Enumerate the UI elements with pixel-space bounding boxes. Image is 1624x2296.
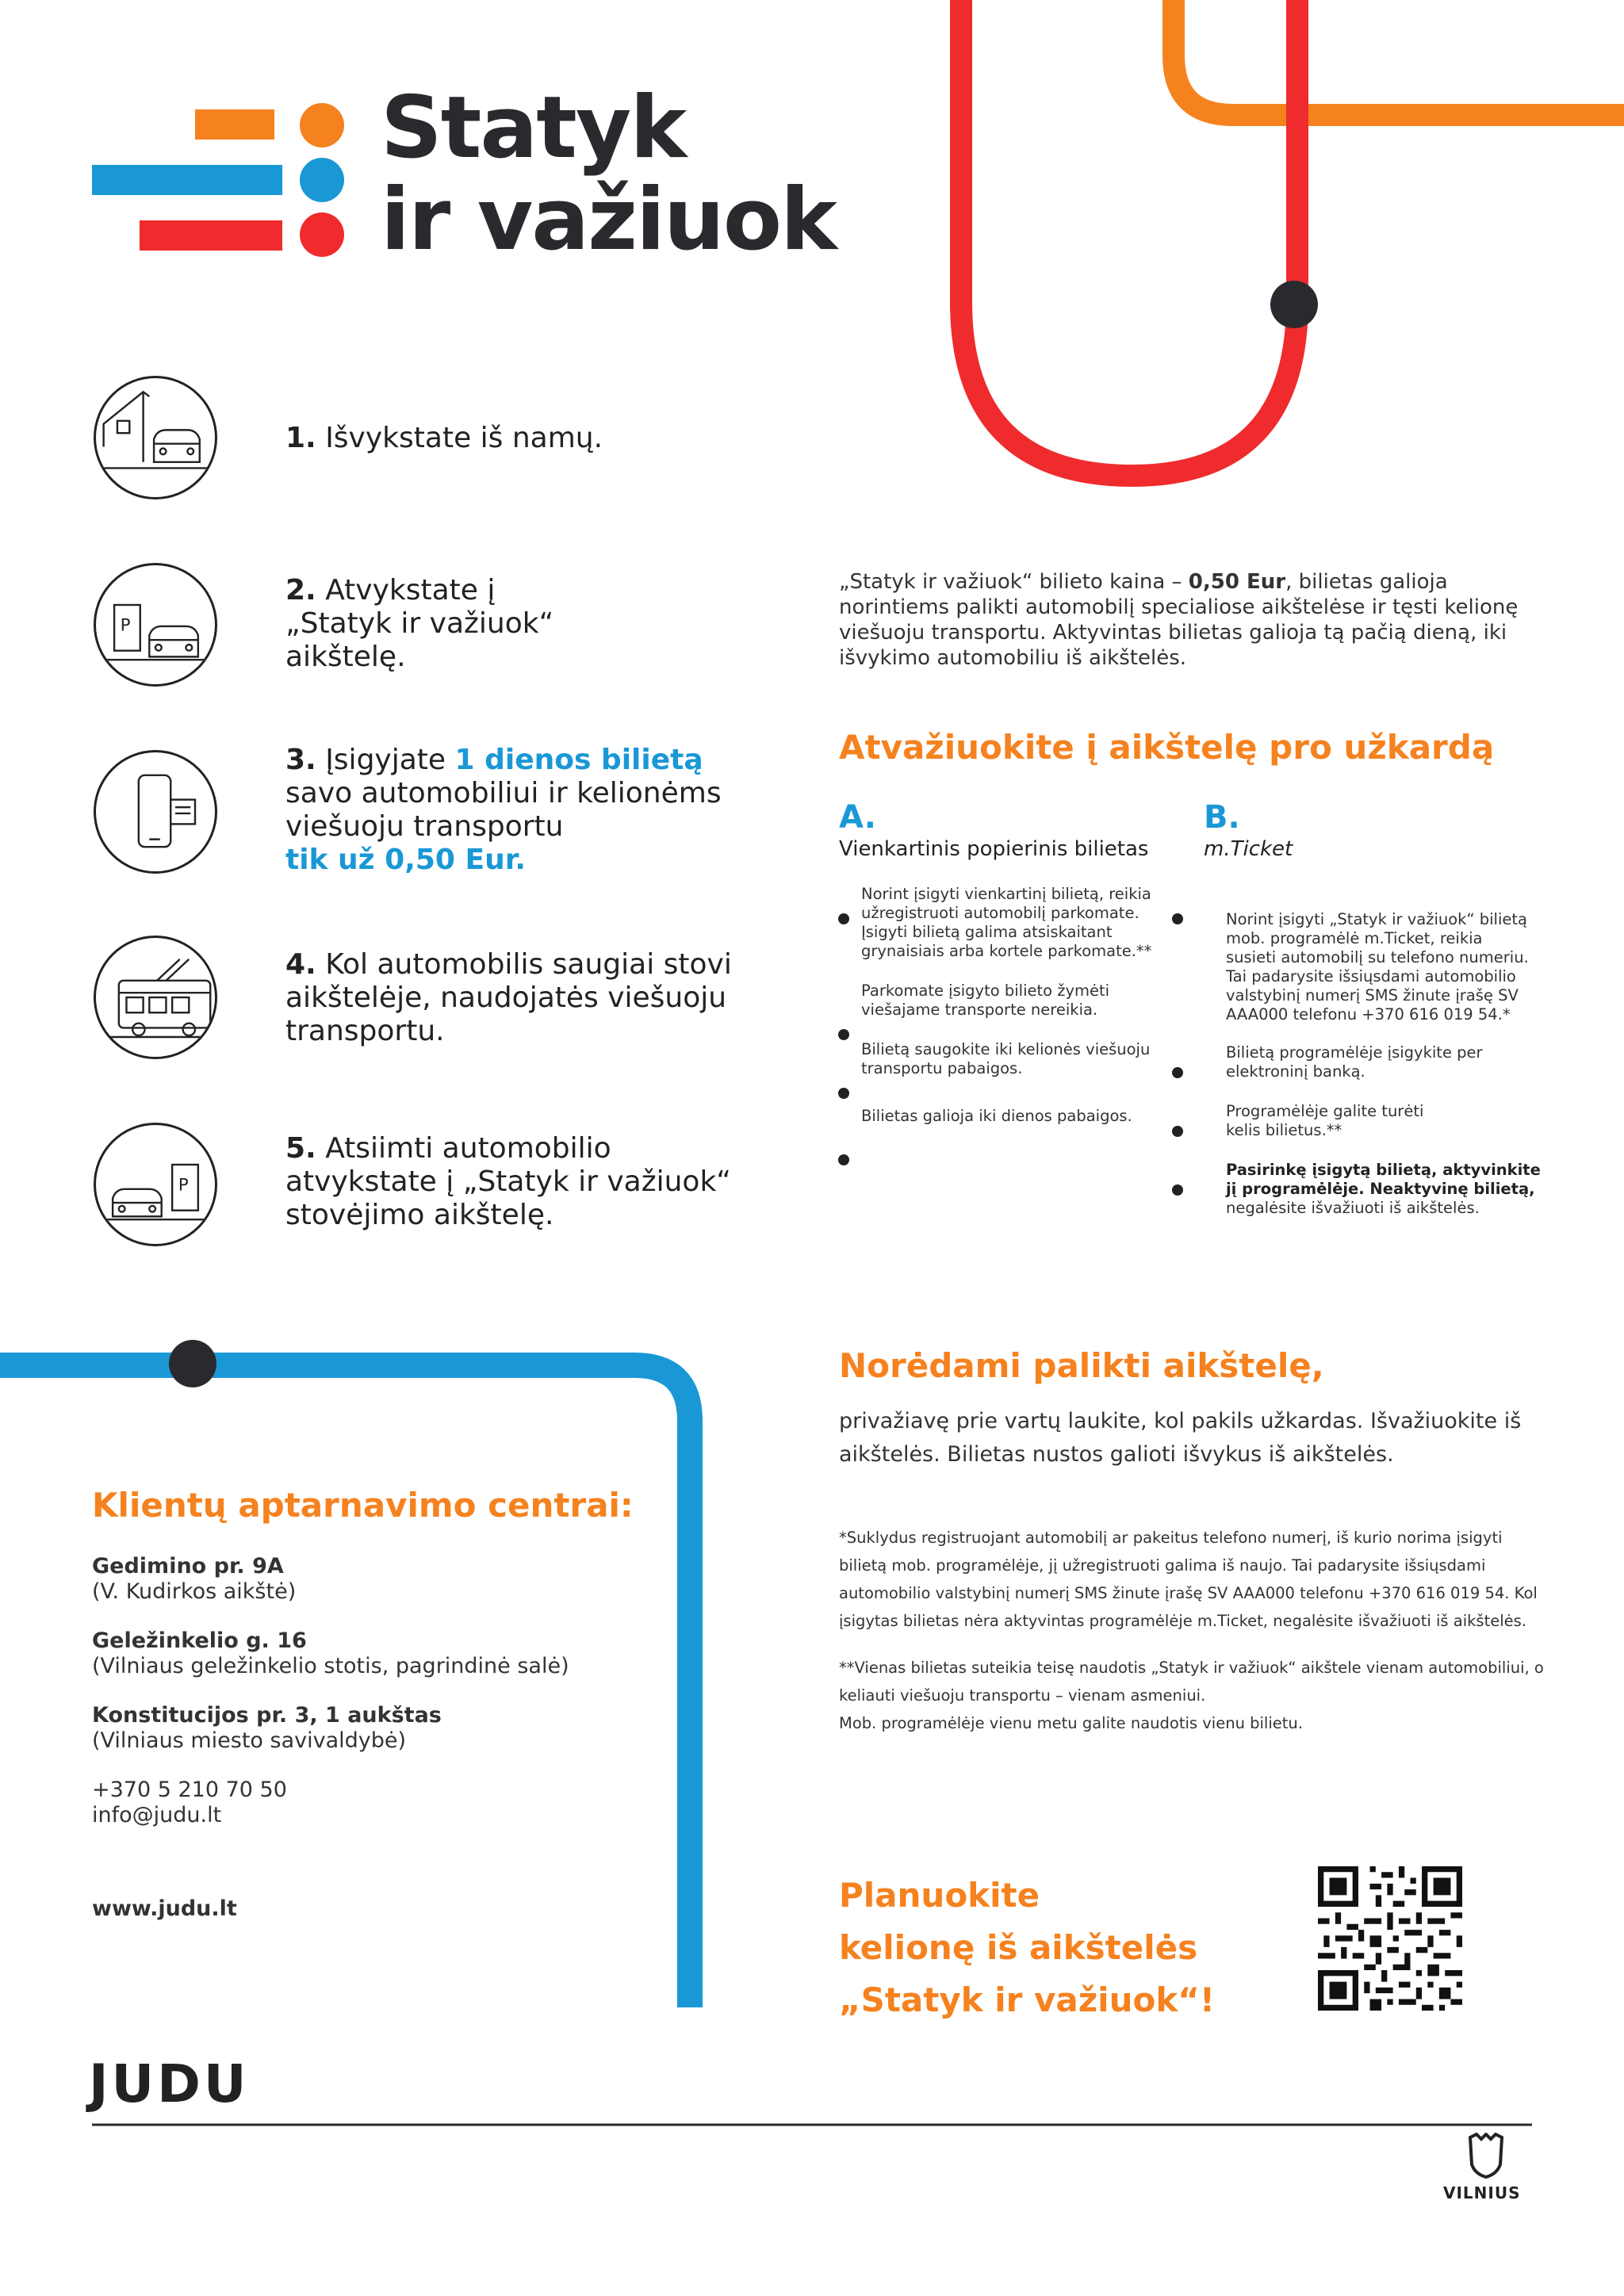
entry-heading: Atvažiuokite į aikštelę pro užkardą	[839, 728, 1495, 767]
footnote-2: **Vienas bilietas suteikia teisę naudotis „Statyk ir važiuok“ aikštele vienam automobiliui, o keliauti viešuoju transportu – vienam asmeniui. Mob. programėlėje vienu metu galite naudotis vienu bilietu.	[839, 1659, 1544, 1732]
footnote-1: *Suklydus registruojant automobilį ar pakeitus telefono numerį, iš kurio norima įsigyti bilietą mob. programėlėje, jį užregistruoti galima iš naujo. Tai padarysite išsiųsdami automobilio valstybinį numerį SMS žinute įrašę SV AAA000 telefonu +370 616 019 54. Kol įsigytas bilietas nėra aktyvintas programėlėje m.Ticket, negalėsite išvažiuoti iš aikštelės.	[839, 1529, 1538, 1630]
svg-text:P: P	[178, 1174, 189, 1195]
option-a-bullet-2: Parkomate įsigyto bilieto žymėti viešajame transporte nereikia.	[861, 982, 1110, 1019]
leave-heading: Norėdami palikti aikštelę,	[839, 1346, 1324, 1385]
address-2: Geležinkelio g. 16 (Vilniaus geležinkelio stotis, pagrindinė salė)	[92, 1628, 569, 1678]
ticket-price-intro: „Statyk ir važiuok“ bilieto kaina – 0,50 Eur, bilietas galioja norintiems palikti automobilį specialiose aikštelėse ir tęsti kelionę viešuoju transportu. Aktyvintas bilietas galioja tą pačią dieną, iki išvykimo automobiliu iš aikštelės.	[839, 570, 1519, 670]
step-3-text: 3. Įsigyjate 1 dienos bilietą savo automobiliui ir kelionėms viešuoju transportu tik už 0,50 Eur.	[285, 744, 722, 876]
option-a-title: Vienkartinis popierinis bilietas	[839, 837, 1149, 861]
bullet-dot	[838, 1088, 849, 1099]
judu-logo: JUDU	[89, 2053, 250, 2114]
page-title-line-2: ir važiuok	[381, 170, 836, 270]
house-car-icon	[94, 376, 217, 499]
website-link[interactable]: www.judu.lt	[92, 1896, 237, 1921]
step-5-text: 5. Atsiimti automobilio atvykstate į „Statyk ir važiuok“ stovėjimo aikštelę.	[285, 1132, 731, 1231]
parking-car-icon	[94, 563, 217, 687]
leave-text: privažiavę prie vartų laukite, kol pakils užkardas. Išvažiuokite iš aikštelės. Bilietas nustos galioti išvykus iš aikštelės.	[839, 1409, 1522, 1467]
bullet-dot	[1172, 913, 1183, 924]
bullet-dot	[1172, 1184, 1183, 1196]
qr-code[interactable]	[1318, 1866, 1462, 2011]
bullet-dot	[838, 913, 849, 924]
option-a-letter: A.	[839, 799, 876, 836]
phone-ticket-icon	[94, 750, 217, 874]
step-4-text: 4. Kol automobilis saugiai stovi aikštelėje, naudojatės viešuoju transportu.	[285, 948, 732, 1047]
car-parking-icon	[94, 1123, 217, 1246]
step-1-text: 1. Išvykstate iš namų.	[285, 422, 603, 454]
client-centers-heading: Klientų aptarnavimo centrai:	[92, 1486, 634, 1525]
option-a-bullet-1: Norint įsigyti vienkartinį bilietą, reikia užregistruoti automobilį parkomate. Įsigyti bilietą galima atsiskaitant grynaisiais arba kortele parkomate.**	[861, 885, 1152, 960]
contact-phone[interactable]: +370 5 210 70 50	[92, 1777, 287, 1802]
vilnius-logo-text: VILNIUS	[1443, 2183, 1521, 2202]
option-b-bullet-1: Norint įsigyti „Statyk ir važiuok“ bilietą mob. programėlė m.Ticket, reikia susieti automobilį su telefono numeriu. Tai padarysite išsiųsdami automobilio valstybinį numerį SMS žinute įrašę SV AAA000 telefonu +370 616 019 54.*	[1226, 910, 1529, 1024]
address-1: Gedimino pr. 9A (V. Kudirkos aikštė)	[92, 1554, 297, 1604]
option-b-bullet-4: Pasirinkę įsigytą bilietą, aktyvinkite jį programėlėje. Neaktyvinę bilietą, negalėsite išvažiuoti iš aikštelės.	[1226, 1161, 1541, 1217]
option-a-bullet-4: Bilietas galioja iki dienos pabaigos.	[861, 1107, 1132, 1125]
svg-text:P: P	[120, 614, 131, 635]
option-a-bullet-3: Bilietą saugokite iki kelionės viešuoju transportu pabaigos.	[861, 1040, 1151, 1077]
option-b-letter: B.	[1204, 799, 1240, 836]
vilnius-crest-icon	[1465, 2133, 1507, 2180]
option-b-bullet-2: Bilietą programėlėje įsigykite per elektroninį banką.	[1226, 1043, 1483, 1081]
contact-email[interactable]: info@judu.lt	[92, 1803, 222, 1827]
bullet-dot	[1172, 1126, 1183, 1137]
route-stop-dot	[169, 1340, 216, 1387]
brand-logo-mark-icon	[92, 103, 354, 258]
trolleybus-icon	[94, 936, 217, 1059]
step-2-text: 2. Atvykstate į „Statyk ir važiuok“ aikštelę.	[285, 574, 554, 673]
route-stop-dot	[1270, 281, 1318, 328]
bullet-dot	[838, 1154, 849, 1165]
page-title-line-1: Statyk	[381, 78, 686, 178]
bullet-dot	[838, 1029, 849, 1040]
address-3: Konstitucijos pr. 3, 1 aukštas (Vilniaus miesto savivaldybė)	[92, 1703, 442, 1753]
plan-trip-text: Planuokite kelionę iš aikštelės „Statyk ir važiuok“!	[839, 1876, 1216, 2019]
option-b-title: m.Ticket	[1204, 837, 1293, 861]
bullet-dot	[1172, 1067, 1183, 1078]
option-b-bullet-3: Programėlėje galite turėti kelis bilietus.**	[1226, 1102, 1424, 1139]
